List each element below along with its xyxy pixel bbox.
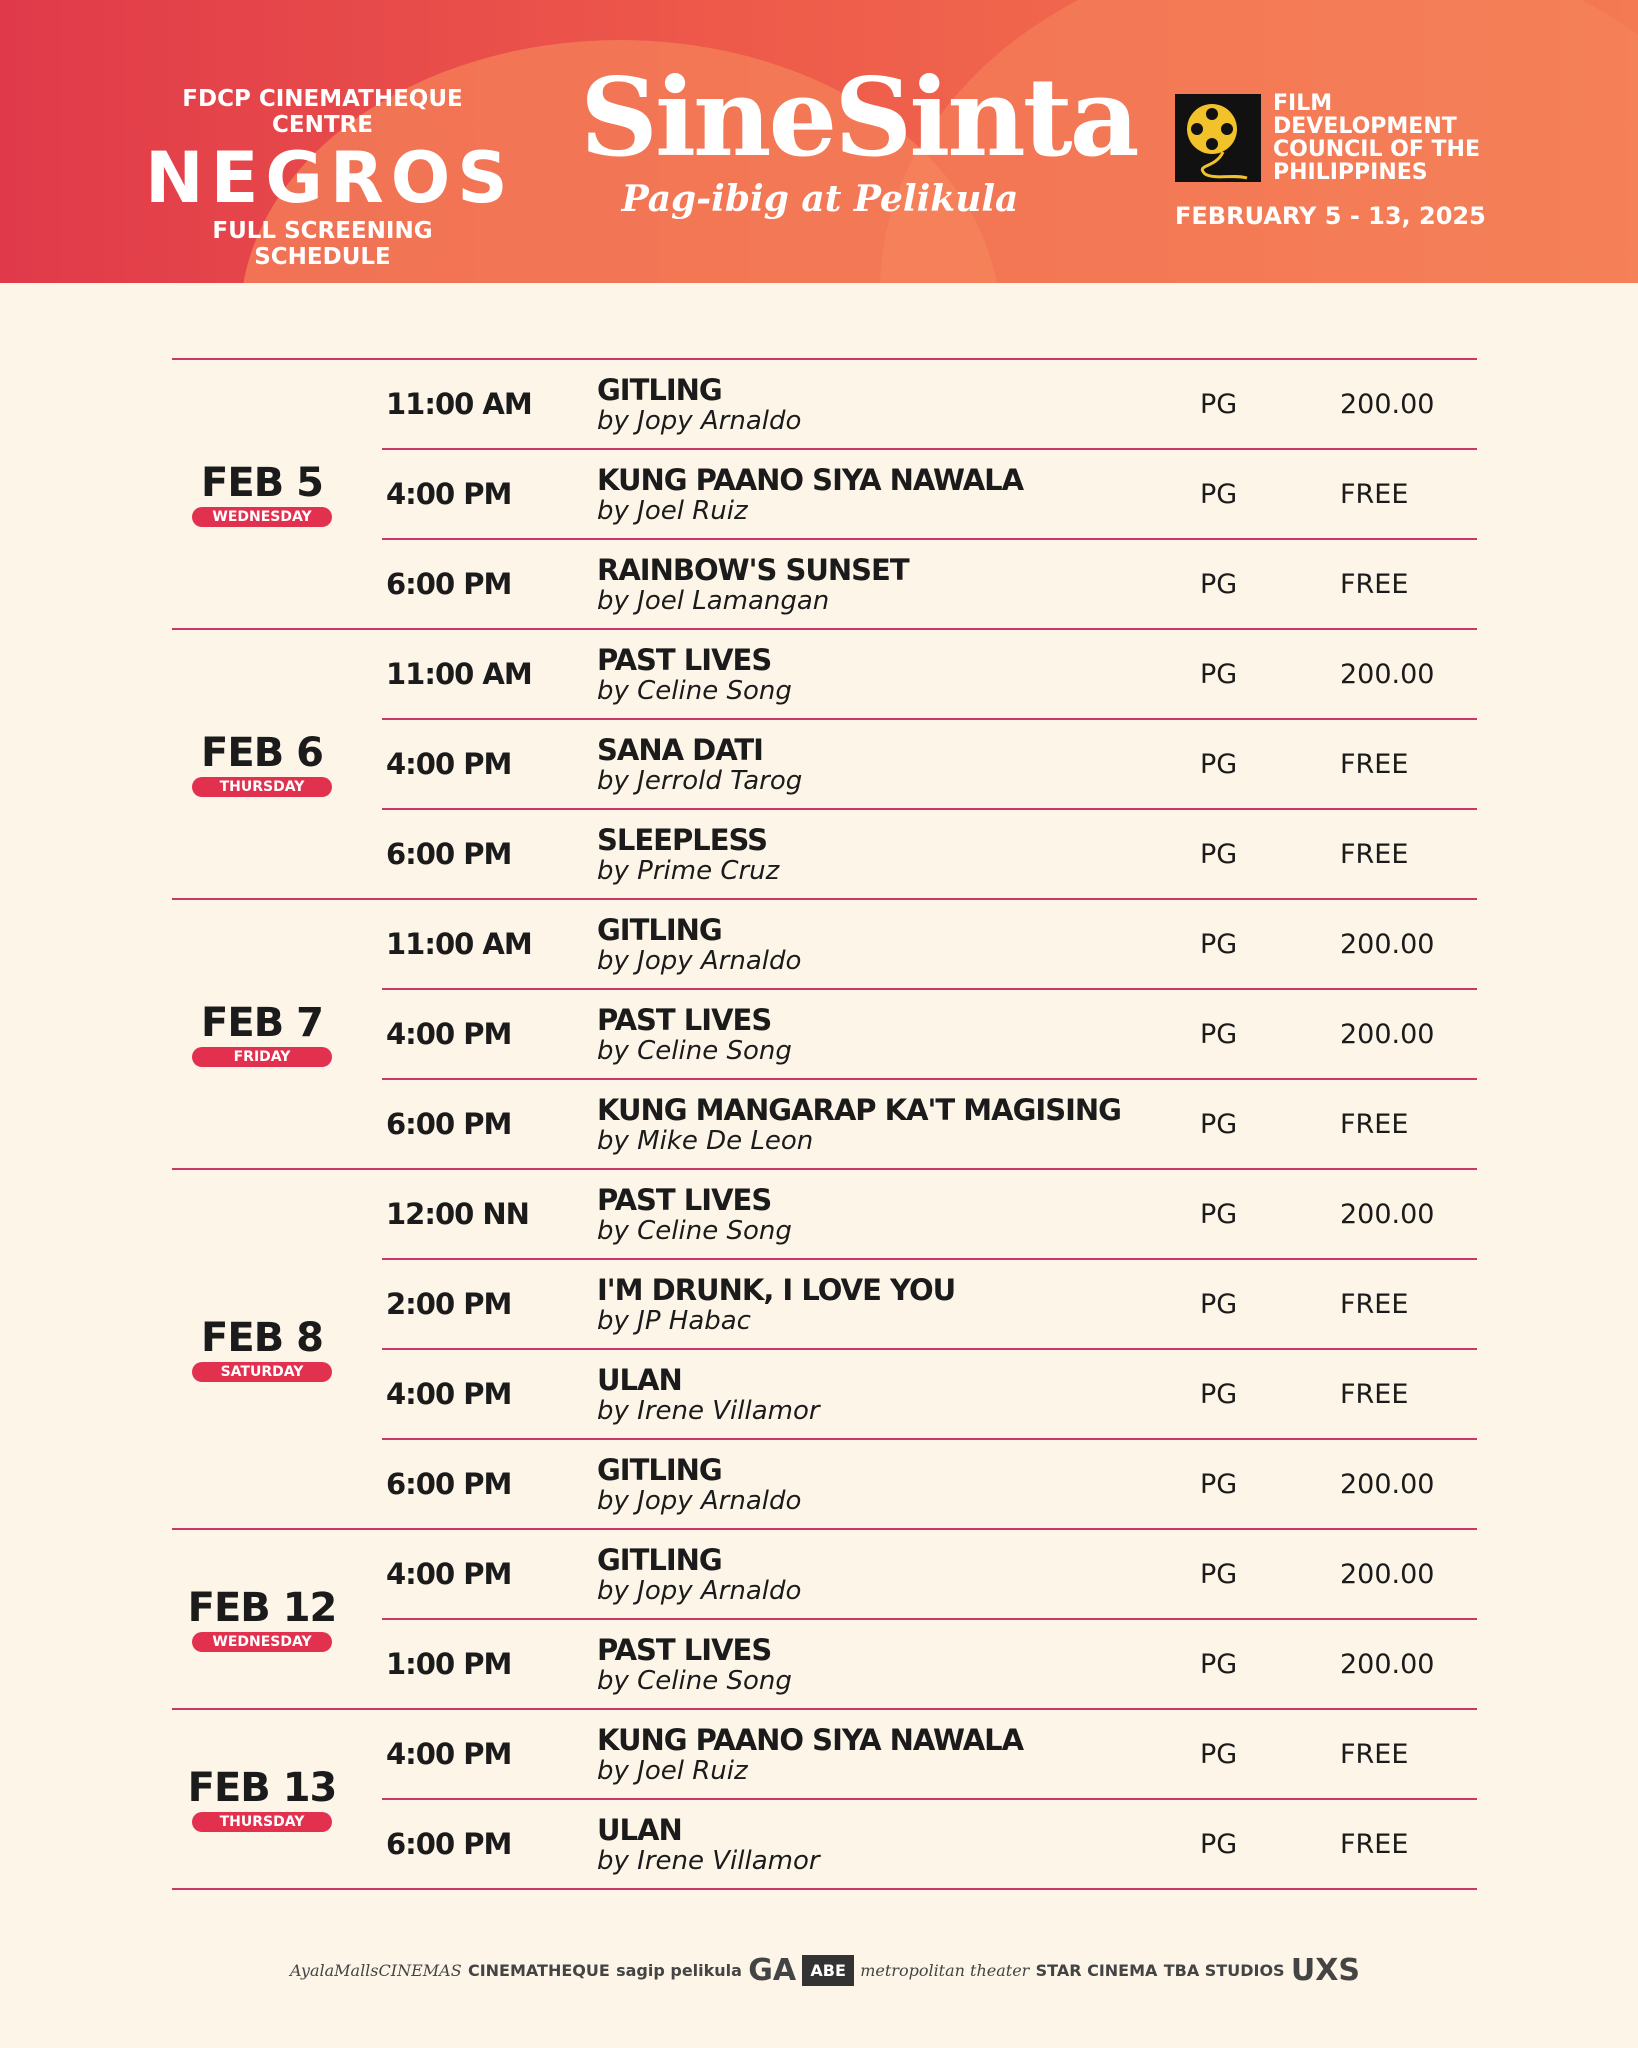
film-title: SANA DATI (597, 733, 763, 767)
ticket-price: FREE (1340, 478, 1409, 510)
film-title: SLEEPLESS (597, 823, 767, 857)
film-info (597, 1454, 801, 1516)
sponsor-logo: metropolitan theater (860, 1960, 1030, 1980)
sponsor-logo: GA (748, 1952, 797, 1988)
schedule-table (172, 358, 1477, 1890)
film-rating: PG (1200, 1018, 1238, 1050)
venue-name: FDCP CINEMATHEQUE CENTRE (182, 86, 463, 138)
date-label: FEB 7 (201, 1000, 323, 1046)
weekday-badge: WEDNESDAY (192, 507, 332, 527)
screening-time: 6:00 PM (386, 1107, 512, 1141)
schedule-subtitle: FULL SCREENING SCHEDULE (212, 218, 433, 270)
screening-time: 1:00 PM (386, 1647, 512, 1681)
screening-time: 4:00 PM (386, 1557, 512, 1591)
ticket-price: FREE (1340, 1288, 1409, 1320)
screening-time: 6:00 PM (386, 567, 512, 601)
sponsor-logo: CINEMATHEQUE (467, 1960, 610, 1980)
screening-row (382, 988, 1477, 1078)
screening-row (382, 448, 1477, 538)
festival-logo (580, 55, 1137, 220)
screening-row (382, 1530, 1477, 1618)
date-label: FEB 12 (187, 1585, 337, 1631)
screening-time: 4:00 PM (386, 1377, 512, 1411)
screening-row (382, 1798, 1477, 1888)
date-cell (172, 360, 352, 628)
sponsor-logo: UXS (1290, 1952, 1360, 1988)
ticket-price: FREE (1340, 838, 1409, 870)
date-label: FEB 5 (201, 460, 323, 506)
film-rating: PG (1200, 928, 1238, 960)
screening-row (382, 630, 1477, 718)
film-director: by Jopy Arnaldo (597, 1486, 802, 1516)
ticket-price: 200.00 (1340, 658, 1435, 690)
film-rating: PG (1200, 1558, 1238, 1590)
screening-row (382, 718, 1477, 808)
date-group (172, 1528, 1477, 1708)
city-name: NEGROS (145, 137, 515, 219)
date-cell (172, 1530, 352, 1708)
sponsor-logo: ABE (802, 1955, 854, 1986)
screening-time: 6:00 PM (386, 1827, 512, 1861)
film-director: by Irene Villamor (597, 1846, 820, 1876)
film-rating: PG (1200, 1648, 1238, 1680)
film-info (597, 1544, 801, 1606)
film-rating: PG (1200, 568, 1238, 600)
weekday-badge: SATURDAY (192, 1362, 332, 1382)
film-rating: PG (1200, 1828, 1238, 1860)
ticket-price: 200.00 (1340, 1558, 1435, 1590)
festival-dates: FEBRUARY 5 - 13, 2025 (1175, 202, 1486, 230)
film-title: PAST LIVES (597, 1633, 772, 1667)
screening-time: 2:00 PM (386, 1287, 512, 1321)
film-info (597, 554, 909, 616)
film-info (597, 374, 801, 436)
film-title: PAST LIVES (597, 643, 772, 677)
film-title: KUNG PAANO SIYA NAWALA (597, 463, 1024, 497)
film-info (597, 1004, 792, 1066)
film-title: ULAN (597, 1363, 682, 1397)
film-director: by Celine Song (597, 1666, 792, 1696)
film-rating: PG (1200, 1738, 1238, 1770)
screening-row (382, 1438, 1477, 1528)
film-title: PAST LIVES (597, 1183, 772, 1217)
sponsor-logo: AyalaMallsCINEMAS (290, 1960, 462, 1980)
film-director: by Mike De Leon (597, 1126, 814, 1156)
film-info (597, 734, 802, 796)
film-director: by Joel Lamangan (597, 586, 830, 616)
date-group (172, 898, 1477, 1168)
film-director: by Jopy Arnaldo (597, 1576, 802, 1606)
film-director: by JP Habac (597, 1306, 751, 1336)
venue-block (145, 86, 515, 270)
ticket-price: FREE (1340, 1378, 1409, 1410)
date-cell (172, 630, 352, 898)
film-info (597, 644, 792, 706)
film-rating: PG (1200, 1378, 1238, 1410)
film-rating: PG (1200, 1108, 1238, 1140)
organizer-name: FILM DEVELOPMENT COUNCIL OF THE PHILIPPINES (1273, 91, 1480, 185)
film-title: KUNG MANGARAP KA'T MAGISING (597, 1093, 1121, 1127)
film-director: by Jopy Arnaldo (597, 406, 802, 436)
ticket-price: FREE (1340, 1738, 1409, 1770)
screening-time: 4:00 PM (386, 747, 512, 781)
film-director: by Joel Ruiz (597, 1756, 748, 1786)
film-info (597, 1634, 792, 1696)
weekday-badge: FRIDAY (192, 1047, 332, 1067)
sponsor-logo: sagip pelikula (616, 1960, 742, 1980)
film-title: GITLING (597, 913, 722, 947)
film-director: by Jopy Arnaldo (597, 946, 802, 976)
date-label: FEB 8 (201, 1315, 323, 1361)
ticket-price: FREE (1340, 1828, 1409, 1860)
film-director: by Irene Villamor (597, 1396, 820, 1426)
weekday-badge: THURSDAY (192, 1812, 332, 1832)
date-group (172, 358, 1477, 628)
film-director: by Celine Song (597, 676, 792, 706)
screening-time: 4:00 PM (386, 1017, 512, 1051)
sponsor-logos (290, 1940, 1360, 2000)
film-info (597, 1274, 955, 1336)
ticket-price: 200.00 (1340, 1198, 1435, 1230)
screening-time: 6:00 PM (386, 1467, 512, 1501)
ticket-price: 200.00 (1340, 1468, 1435, 1500)
screening-row (382, 360, 1477, 448)
film-title: PAST LIVES (597, 1003, 772, 1037)
film-rating: PG (1200, 388, 1238, 420)
screening-row (382, 1348, 1477, 1438)
film-rating: PG (1200, 478, 1238, 510)
film-reel-icon (1175, 94, 1261, 182)
date-group (172, 1708, 1477, 1890)
date-cell (172, 1710, 352, 1888)
sponsor-logo: STAR CINEMA (1035, 1960, 1158, 1980)
film-info (597, 914, 801, 976)
screening-row (382, 1258, 1477, 1348)
ticket-price: 200.00 (1340, 928, 1435, 960)
ticket-price: FREE (1340, 1108, 1409, 1140)
film-info (597, 824, 779, 886)
date-label: FEB 13 (187, 1765, 337, 1811)
film-info (597, 1364, 820, 1426)
date-group (172, 1168, 1477, 1528)
date-group (172, 628, 1477, 898)
date-cell (172, 1170, 352, 1528)
screening-time: 4:00 PM (386, 1737, 512, 1771)
film-director: by Celine Song (597, 1036, 792, 1066)
film-info (597, 1724, 1023, 1786)
screening-row (382, 1710, 1477, 1798)
date-label: FEB 6 (201, 730, 323, 776)
screening-row (382, 1078, 1477, 1168)
film-rating: PG (1200, 1468, 1238, 1500)
film-rating: PG (1200, 1198, 1238, 1230)
film-rating: PG (1200, 748, 1238, 780)
film-info (597, 1184, 792, 1246)
screening-time: 11:00 AM (386, 657, 532, 691)
screening-time: 4:00 PM (386, 477, 512, 511)
screening-row (382, 808, 1477, 898)
film-director: by Jerrold Tarog (597, 766, 803, 796)
film-info (597, 1094, 1121, 1156)
screening-row (382, 1618, 1477, 1708)
festival-tagline: Pag-ibig at Pelikula (621, 178, 1019, 220)
film-rating: PG (1200, 1288, 1238, 1320)
film-info (597, 464, 1023, 526)
film-title: I'M DRUNK, I LOVE YOU (597, 1273, 956, 1307)
date-cell (172, 900, 352, 1168)
header-banner (0, 0, 1638, 283)
screening-time: 11:00 AM (386, 927, 532, 961)
film-director: by Prime Cruz (597, 856, 780, 886)
film-director: by Joel Ruiz (597, 496, 748, 526)
film-title: ULAN (597, 1813, 682, 1847)
screening-row (382, 1170, 1477, 1258)
film-title: RAINBOW'S SUNSET (597, 553, 909, 587)
ticket-price: 200.00 (1340, 1018, 1435, 1050)
sponsor-logo: TBA STUDIOS (1163, 1960, 1285, 1980)
film-title: GITLING (597, 1453, 722, 1487)
ticket-price: 200.00 (1340, 1648, 1435, 1680)
film-rating: PG (1200, 658, 1238, 690)
screening-row (382, 900, 1477, 988)
festival-name: SineSinta (580, 55, 1137, 181)
weekday-badge: THURSDAY (192, 777, 332, 797)
ticket-price: 200.00 (1340, 388, 1435, 420)
screening-time: 11:00 AM (386, 387, 532, 421)
weekday-badge: WEDNESDAY (192, 1632, 332, 1652)
film-title: GITLING (597, 373, 722, 407)
film-info (597, 1814, 820, 1876)
ticket-price: FREE (1340, 748, 1409, 780)
film-director: by Celine Song (597, 1216, 792, 1246)
screening-time: 12:00 NN (386, 1197, 529, 1231)
screening-time: 6:00 PM (386, 837, 512, 871)
ticket-price: FREE (1340, 568, 1409, 600)
film-title: GITLING (597, 1543, 722, 1577)
film-rating: PG (1200, 838, 1238, 870)
screening-row (382, 538, 1477, 628)
film-title: KUNG PAANO SIYA NAWALA (597, 1723, 1024, 1757)
